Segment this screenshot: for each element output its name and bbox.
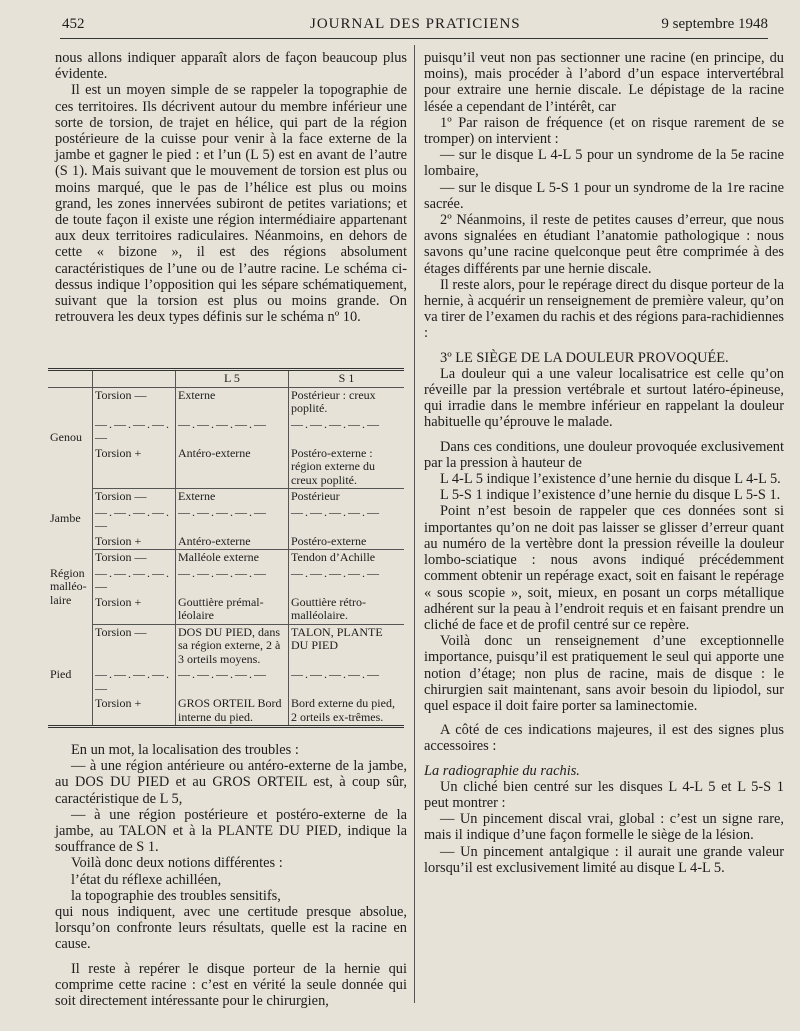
paragraph: — sur le disque L 4-L 5 pour un syndrome de la 5e racine lombaire, — [424, 147, 784, 180]
paragraph: l’état du réflexe achilléen, — [71, 871, 222, 888]
paragraph: — Un pincement discal vrai, global : c’est un signe rare, mais il indique d’une façon formelle le siège de la lésion. — [424, 811, 784, 844]
paragraph: La douleur qui a une valeur localisatrice est celle qu’on réveille par la pression vertébrale et surtout latéro-épineuse, qui irradie dans le membre inférieur en rappelant la douleur habituelle qu’éprouve le malade. — [424, 365, 784, 431]
dermatome-table: L 5 S 1 Genou Torsion — Externe Postérieur : creux poplité. —.—.—.—.— —.—.—.—.— —.—.—.—.— Torsion + Antéro-externe Postéro-externe : région externe du creux poplité. Jambe Torsion — Externe Postérieur —.—.—.—.— —.—.—.—.— —.—.—.—.— Torsion + Antéro-externe Postéro-externe Région malléo-laire Torsion — Malléole externe Tendon d’Achille —.—.—.—.— —.—.—.—.— —.—.—.—.— Torsion + Gouttière prémal-léolaire Gouttière rétro-malléolaire. Pied Torsion — DOS DU PIED, dans sa région externe, 2 à 3 orteils moyens. TALON, PLANTE DU PIED —.—.—.—.— —.—.—.—.— —.—.—.—.— Torsion + GROS ORTEIL Bord interne du pied. Bord externe du pied, 2 orteils ex-trêmes. — [48, 368, 404, 728]
paragraph: Il reste à repérer le disque porteur de la hernie qui comprime cette racine : c’est en vérité la seule donnée qui soit directement intéressante pour le chirurgien, — [55, 960, 407, 1010]
paragraph: — à une région antérieure ou antéro-externe de la jambe, au DOS DU PIED et au GROS ORTEIL est, à coup sûr, caractéristique de L 5, — [55, 758, 407, 807]
paragraph: Un cliché bien centré sur les disques L 4-L 5 et L 5-S 1 peut montrer : — [424, 778, 784, 811]
paragraph: L 4-L 5 indique l’existence d’une hernie du disque L 4-L 5. — [440, 471, 781, 488]
page-number: 452 — [62, 16, 85, 32]
paragraph: En un mot, la localisation des troubles : — [71, 742, 299, 758]
paragraph: la topographie des troubles sensitifs, — [71, 887, 281, 904]
region-cell: Pied — [48, 624, 93, 727]
issue-date: 9 septembre 1948 — [661, 16, 768, 32]
column-divider — [414, 45, 415, 1003]
paragraph: — à une région postérieure et postéro-externe de la jambe, au TALON et à la PLANTE DU PIED, indique la souffrance de S 1. — [55, 806, 407, 856]
region-cell: Genou — [48, 387, 93, 489]
col-header-s1: S 1 — [289, 370, 405, 388]
paragraph: 1º Par raison de fréquence (et on risque rarement de se tromper) on intervient : — [424, 114, 784, 148]
section-heading: 3º LE SIÈGE DE LA DOULEUR PROVOQUÉE. — [440, 349, 729, 366]
left-column-bottom — [55, 742, 407, 1009]
paragraph: Voilà donc un renseignement d’une exceptionnelle importance, puisqu’il est pratiquement le seul qui apporte une notion d’étage; non plus de racine, mais de disque : le chirurgien sait maintenant, sans avoir besoin du lipiodol, sur quel espace il doit faire porter sa laminectomie. — [424, 633, 784, 714]
paragraph: L 5-S 1 indique l’existence d’une hernie du disque L 5-S 1. — [440, 487, 781, 504]
subheading: La radiographie du rachis. — [424, 762, 580, 779]
col-header-l5: L 5 — [176, 370, 289, 388]
journal-title: JOURNAL DES PRATICIENS — [310, 16, 521, 32]
paragraph: — sur le disque L 5-S 1 pour un syndrome de la 1re racine sacrée. — [424, 179, 784, 212]
region-cell: Région malléo-laire — [48, 550, 93, 625]
paragraph: nous allons indiquer apparaît alors de façon beaucoup plus évidente. — [55, 50, 407, 83]
paragraph: — Un pincement antalgique : il aurait une grande valeur lorsqu’il est exclusivement limité au disque L 4-L 5. — [424, 843, 784, 876]
paragraph: A côté de ces indications majeures, il est des signes plus accessoires : — [424, 722, 784, 755]
paragraph: Point n’est besoin de rappeler que ces données sont si importantes qu’on ne doit pas laisser se glisser d’erreur quant au numéro de la vertèbre dont la pression réveille la douleur lombo-sciatique : nous avons indiqué précédemment comment obtenir un repérage exact, soit en faisant le repérage « sous scopie », soit, mieux, en posant un corps métallique adhérent sur la peau à l’endroit requis et en faisant prendre un cliché de face et de profil centré sur ce repère. — [424, 503, 784, 633]
right-column — [424, 50, 784, 876]
paragraph: qui nous indiquent, avec une certitude presque absolue, lorsqu’on confronte leurs résultats, quelle est la racine en cause. — [55, 904, 407, 953]
left-column — [55, 50, 407, 325]
paragraph: Il est un moyen simple de se rappeler la topographie de ces territoires. Ils décrivent autour du membre inférieur une sorte de torsion, de trajet en hélice, qui part de la région postérieure de la cuisse pour venir à la face externe de la jambe et gagner le pied : et l’un (L 5) est en avant de l’autre (S 1). Mais suivant que le mouvement de torsion est plus ou moins marqué, que le pas de l’hélice est plus ou moins grand, les zones innervées subiront de petites variations; et de toute façon il existe une région intermédiaire appartenant aux deux territoires radiculaires. Néanmoins, en dehors de cette « bizone », il est des régions absolument caractéristiques de l’une ou de l’autre racine. Le schéma ci-dessus indique l’opposition qui les sépare schématiquement, suivant que la torsion est plus ou moins grande. On retrouvera les deux types définis sur le schéma nº 10. — [55, 82, 407, 326]
page-header — [60, 14, 768, 39]
paragraph: Il reste alors, pour le repérage direct du disque porteur de la hernie, à acquérir un renseignement de première valeur, qu’on va tirer de l’examen du rachis et des régions para-rachidiennes : — [424, 276, 785, 342]
paragraph: 2º Néanmoins, il reste de petites causes d’erreur, que nous avons signalées en étudiant l’anatomie pathologique : nous savons qu’une racine quelconque peut être comprimée à des étages différents par une hernie discale. — [424, 212, 784, 277]
region-cell: Jambe — [48, 489, 93, 550]
paragraph: Voilà donc deux notions différentes : — [71, 855, 283, 872]
paragraph: Dans ces conditions, une douleur provoquée exclusivement par la pression à hauteur de — [424, 438, 784, 471]
paragraph: puisqu’il veut non pas sectionner une racine (en principe, du moins), mais procéder à l’abord d’un espace intervertébral pour extraire une hernie discale. Le dépistage de la racine lésée a cependant de l’intérêt, car — [424, 50, 784, 115]
